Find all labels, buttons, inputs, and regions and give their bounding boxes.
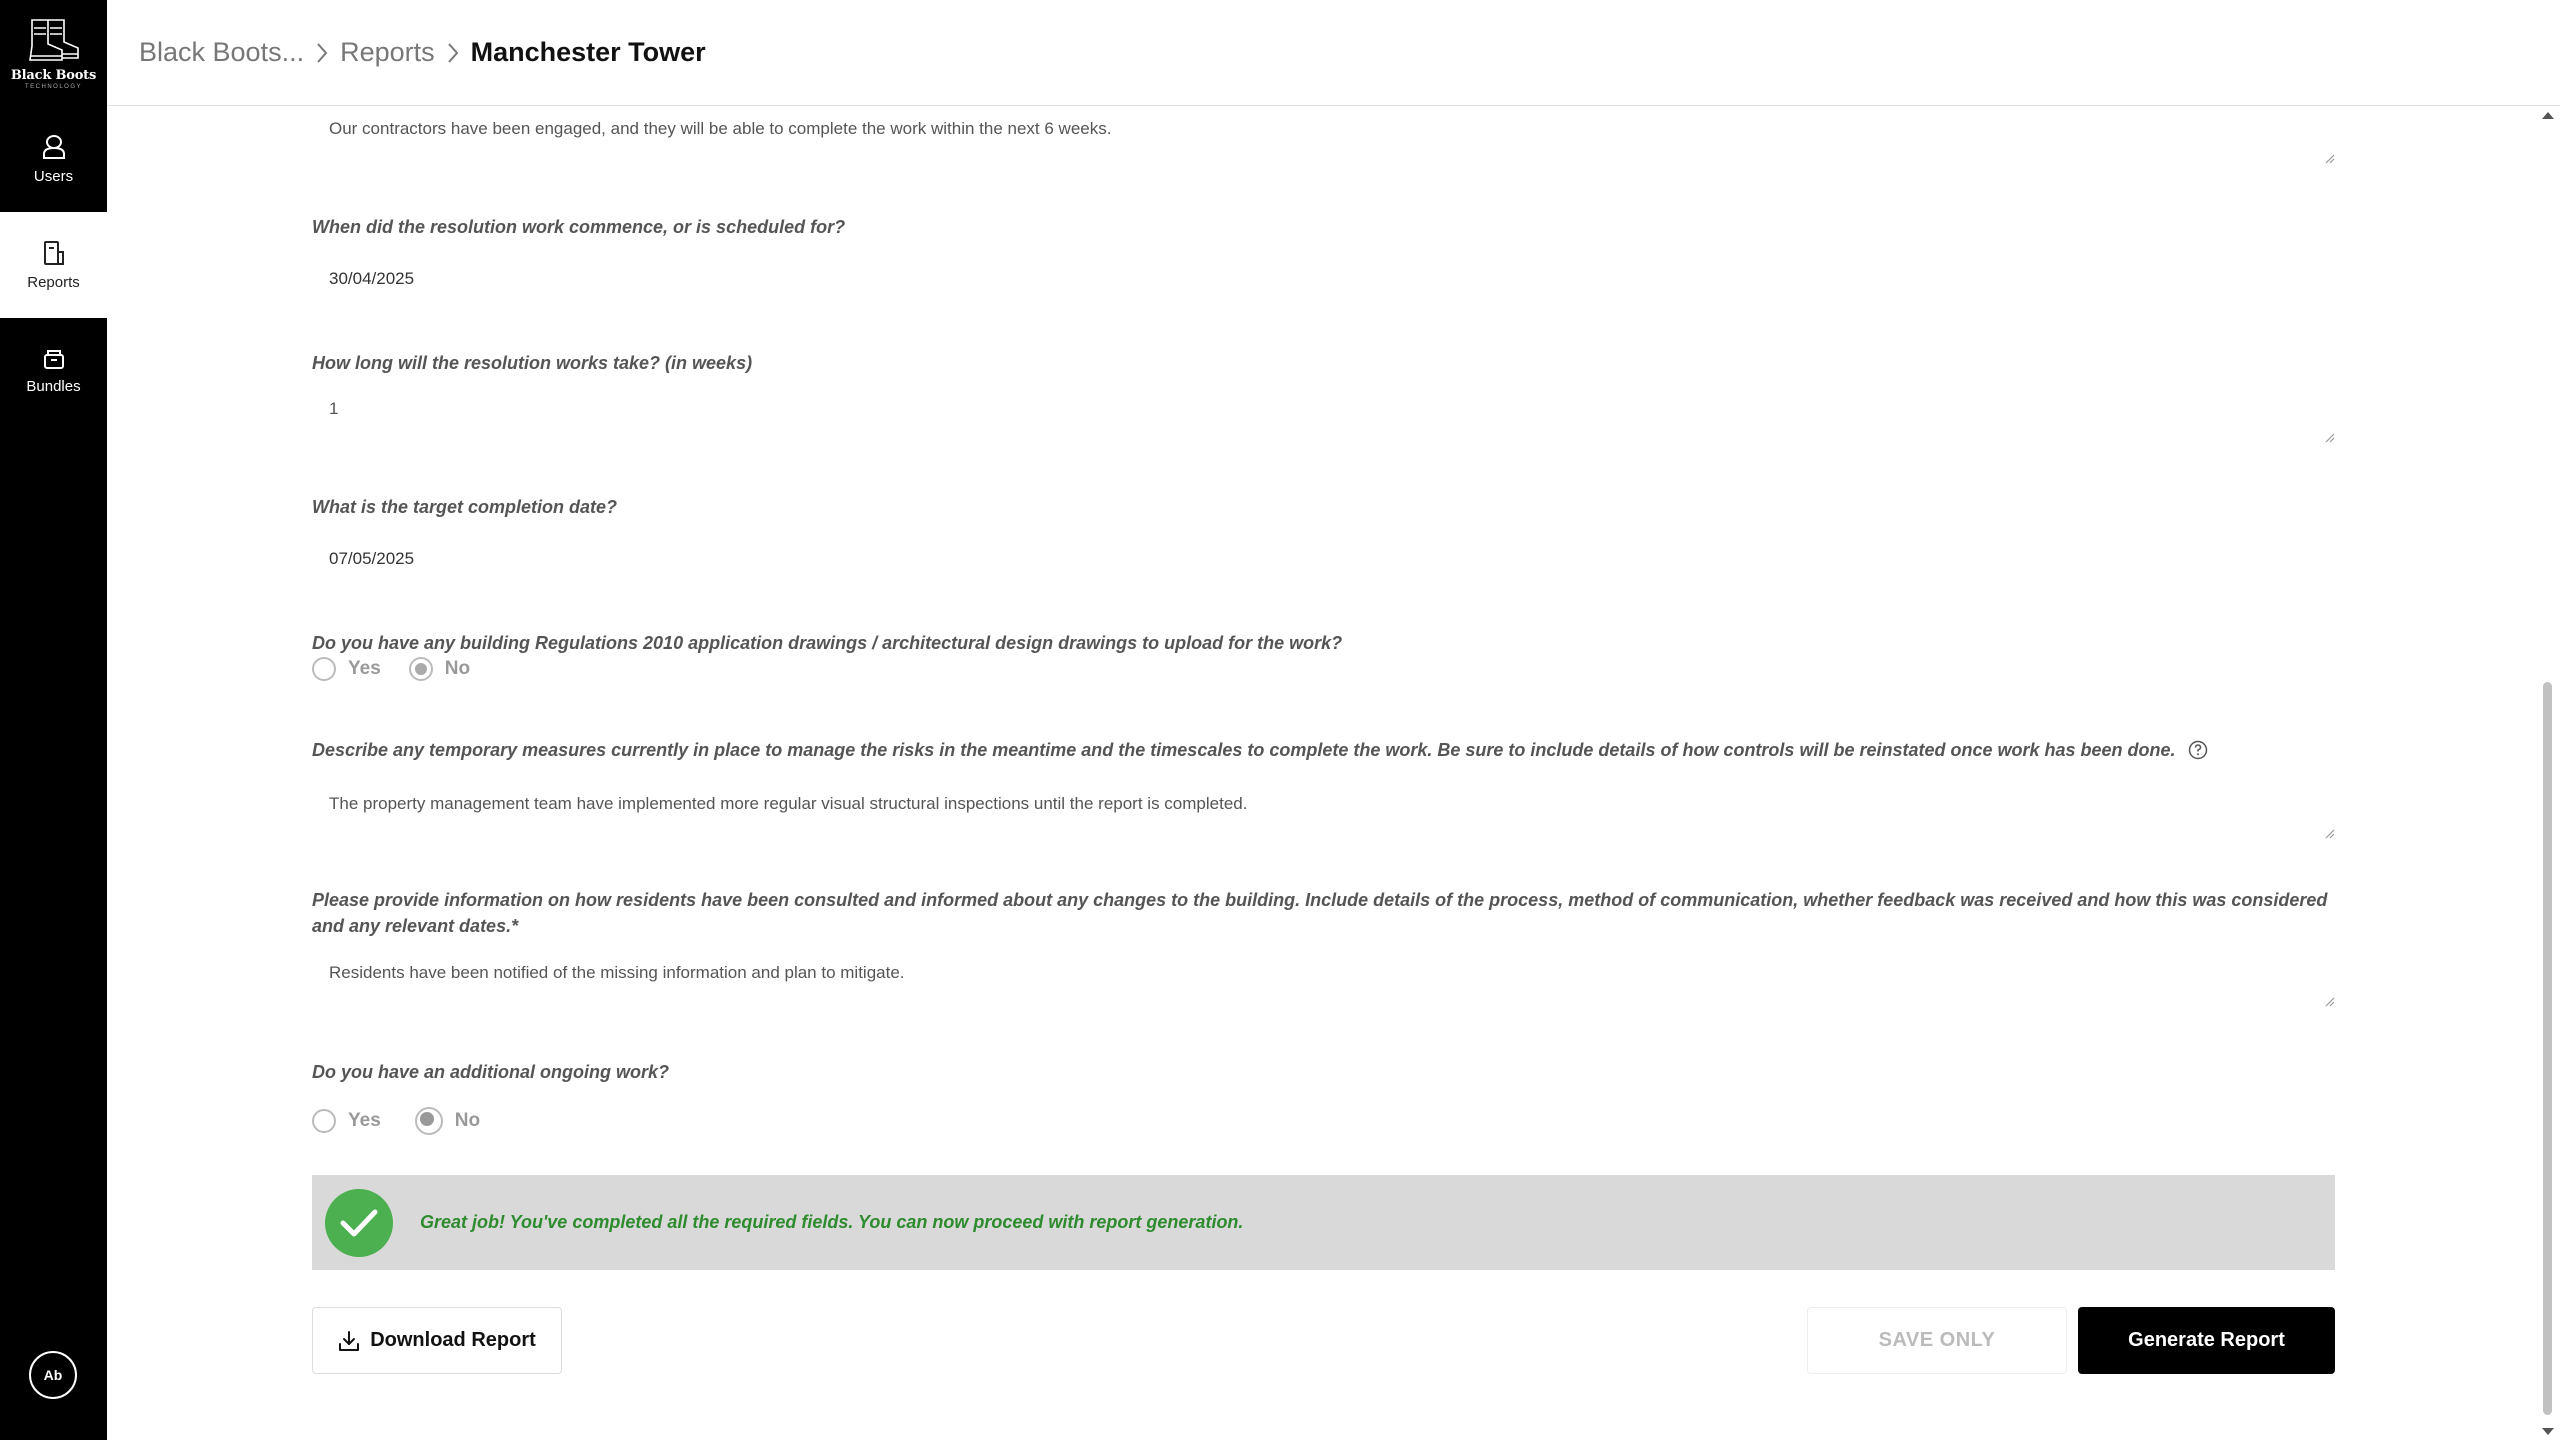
success-banner: [312, 1175, 2335, 1270]
report-form: [107, 107, 2537, 1440]
resize-handle-icon[interactable]: [2323, 995, 2335, 1007]
drawings-radio-group: [312, 657, 508, 681]
sidebar-item-label: Bundles: [26, 377, 81, 395]
bundle-icon: [43, 348, 65, 370]
radio-label: No: [444, 658, 471, 679]
user-icon: [42, 134, 66, 160]
chevron-right-icon: [316, 42, 328, 64]
question-text: Describe any temporary measures currently in place to manage the risks in the meantime and the timescales to complete the work. Be sure to include details of how controls will be reinstated once work has been done.: [312, 740, 2176, 760]
help-icon[interactable]: [2188, 740, 2208, 760]
download-report-button[interactable]: [312, 1307, 562, 1374]
question-residents: Please provide information on how residents have been consulted and informed about any changes to the building. Include details of the process, method of communication, whether feedback was received and how this was considered and any relevant dates.*: [312, 890, 2328, 936]
chevron-right-icon: [447, 42, 459, 64]
question-duration: How long will the resolution works take? (in weeks): [312, 353, 753, 373]
sidebar-item-users[interactable]: [0, 106, 107, 212]
scrollbar[interactable]: [2537, 107, 2560, 1440]
avatar[interactable]: Ab: [29, 1351, 77, 1399]
radio-label: Yes: [348, 658, 381, 679]
logo-text: Black Boots: [10, 68, 97, 83]
temporary-measures-textarea[interactable]: The property management team have implemented more regular visual structural inspections until the report is completed.: [329, 794, 1248, 813]
scroll-up-arrow-icon[interactable]: [2541, 110, 2555, 120]
scroll-down-arrow-icon[interactable]: [2541, 1427, 2555, 1437]
sidebar-item-label: Users: [33, 167, 74, 185]
download-icon: [338, 1330, 360, 1352]
generate-report-button[interactable]: Generate Report: [2078, 1307, 2335, 1374]
previous-answer-textarea[interactable]: Our contractors have been engaged, and they will be able to complete the work within the next 6 weeks.: [329, 119, 1112, 138]
target-date-field[interactable]: 07/05/2025: [329, 549, 415, 568]
ongoing-no-radio[interactable]: [415, 1107, 443, 1135]
breadcrumb-item-company[interactable]: Black Boots...: [139, 37, 305, 67]
logo[interactable]: [0, 0, 107, 106]
breadcrumb-item-current: Manchester Tower: [470, 37, 706, 67]
save-only-button[interactable]: SAVE ONLY: [1807, 1307, 2067, 1374]
commence-date-field[interactable]: 30/04/2025: [329, 269, 415, 288]
radio-label: Yes: [348, 1110, 381, 1131]
question-ongoing-work: Do you have an additional ongoing work?: [312, 1062, 670, 1082]
sidebar-item-bundles[interactable]: [0, 318, 107, 424]
ongoing-yes-radio[interactable]: [312, 1109, 336, 1133]
resize-handle-icon[interactable]: [2323, 827, 2335, 839]
breadcrumb-item-reports[interactable]: Reports: [340, 37, 435, 67]
logo-subtext: TECHNOLOGY: [24, 84, 82, 90]
sidebar-item-reports[interactable]: [0, 212, 107, 318]
success-message: Great job! You've completed all the required fields. You can now proceed with report generation.: [420, 1212, 1244, 1232]
question-temporary-measures: [312, 737, 2208, 763]
scrollbar-thumb[interactable]: [2543, 682, 2552, 1415]
drawings-no-radio[interactable]: [409, 657, 433, 681]
drawings-yes-radio[interactable]: [312, 657, 336, 681]
report-icon: [43, 240, 65, 266]
check-icon: [325, 1189, 393, 1257]
duration-textarea[interactable]: 1: [329, 399, 339, 418]
ongoing-radio-group: [312, 1107, 518, 1135]
radio-label: No: [454, 1110, 481, 1131]
sidebar: [0, 0, 107, 1440]
boots-logo-icon: [22, 16, 86, 66]
download-report-label: Download Report: [370, 1329, 536, 1351]
resize-handle-icon[interactable]: [2323, 431, 2335, 443]
residents-textarea[interactable]: Residents have been notified of the missing information and plan to mitigate.: [329, 963, 905, 982]
question-target-date: What is the target completion date?: [312, 497, 618, 517]
breadcrumb: [107, 0, 2560, 106]
sidebar-item-label: Reports: [27, 273, 80, 291]
resize-handle-icon[interactable]: [2323, 152, 2335, 164]
question-drawings: Do you have any building Regulations 2010 application drawings / architectural design drawings to upload for the work?: [312, 633, 1343, 653]
question-commence: When did the resolution work commence, or is scheduled for?: [312, 217, 846, 237]
